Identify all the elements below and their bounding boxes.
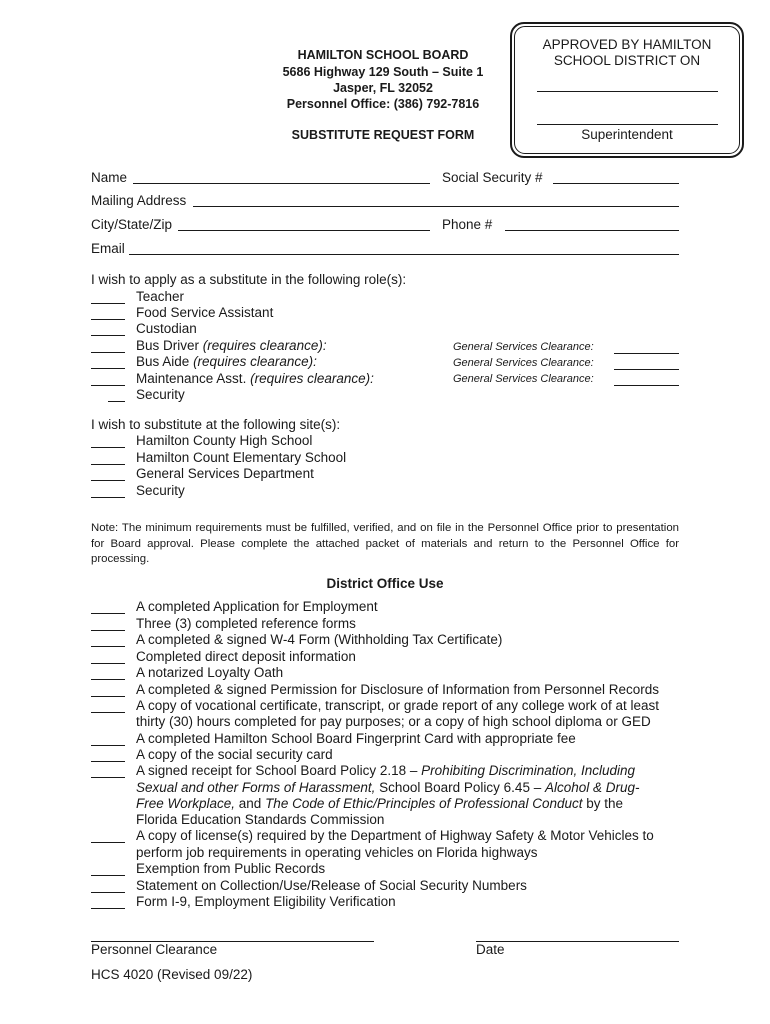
- site-checkbox-line[interactable]: [91, 435, 125, 448]
- date-label: Date: [476, 942, 505, 957]
- role-checkbox-line[interactable]: [91, 291, 125, 304]
- role-label: Teacher: [136, 289, 185, 304]
- role-checkbox-line[interactable]: [108, 389, 125, 402]
- name-field[interactable]: [133, 183, 430, 184]
- date-line[interactable]: [476, 941, 679, 942]
- district-checkbox-line[interactable]: [91, 634, 125, 647]
- role-checkbox-line[interactable]: [91, 323, 125, 336]
- district-item-label: Sexual and other Forms of Harassment, School Board Policy 6.45 – Alcohol & Drug-: [136, 780, 640, 795]
- district-checkbox-line[interactable]: [91, 684, 125, 697]
- city-state-zip-label: City/State/Zip: [91, 217, 173, 232]
- sites-heading: I wish to substitute at the following site(s):: [91, 417, 341, 432]
- district-checkbox-line[interactable]: [91, 601, 125, 614]
- district-item-label: Exemption from Public Records: [136, 861, 326, 876]
- clearance-label-maintenance: General Services Clearance:: [453, 373, 594, 385]
- district-item-label: Three (3) completed reference forms: [136, 616, 356, 631]
- clearance-field-maintenance[interactable]: [614, 385, 679, 386]
- role-label: Security: [136, 387, 185, 402]
- district-item-label: Completed direct deposit information: [136, 649, 356, 664]
- role-checkbox-line[interactable]: [91, 340, 125, 353]
- mailing-address-label: Mailing Address: [91, 193, 187, 208]
- phone-field[interactable]: [505, 230, 679, 231]
- district-item-label: perform job requirements in operating vehicles on Florida highways: [136, 845, 538, 860]
- site-label: General Services Department: [136, 466, 314, 481]
- site-label: Hamilton County High School: [136, 433, 313, 448]
- role-label: Custodian: [136, 321, 197, 336]
- district-item-label: A completed & signed Permission for Disclosure of Information from Personnel Records: [136, 682, 659, 697]
- city-state-zip-field[interactable]: [178, 230, 430, 231]
- approval-date-line[interactable]: [537, 91, 718, 92]
- district-checkbox-line[interactable]: [91, 700, 125, 713]
- superintendent-label: Superintendent: [581, 127, 673, 142]
- email-field[interactable]: [129, 254, 679, 255]
- district-office-heading: District Office Use: [326, 576, 444, 591]
- roles-heading: I wish to apply as a substitute in the following role(s):: [91, 272, 407, 287]
- ssn-label: Social Security #: [442, 170, 543, 185]
- role-label: Maintenance Asst. (requires clearance):: [136, 371, 374, 386]
- address-line-2: Jasper, FL 32052: [333, 81, 433, 95]
- form-title: SUBSTITUTE REQUEST FORM: [291, 128, 475, 142]
- district-checkbox-line[interactable]: [91, 830, 125, 843]
- role-checkbox-line[interactable]: [91, 373, 125, 386]
- role-checkbox-line[interactable]: [91, 356, 125, 369]
- site-checkbox-line[interactable]: [91, 452, 125, 465]
- district-item-label: A completed Hamilton School Board Fingerprint Card with appropriate fee: [136, 731, 576, 746]
- district-item-label: A copy of license(s) required by the Department of Highway Safety & Motor Vehicles to: [136, 828, 654, 843]
- clearance-field-bus-aide[interactable]: [614, 369, 679, 370]
- site-checkbox-line[interactable]: [91, 485, 125, 498]
- clearance-field-bus-driver[interactable]: [614, 353, 679, 354]
- approval-line-2: SCHOOL DISTRICT ON: [553, 53, 701, 68]
- district-checkbox-line[interactable]: [91, 896, 125, 909]
- note-paragraph: Note: The minimum requirements must be fulfilled, verified, and on file in the Personnel Office prior to presentation for Board approval. Please complete the attached packet of materials and return to the Personnel Office for processing.: [91, 522, 679, 565]
- office-phone: Personnel Office: (386) 792-7816: [286, 97, 480, 111]
- district-item-label: A copy of vocational certificate, transcript, or grade report of any college work of at least: [136, 698, 660, 713]
- approval-line-1: APPROVED BY HAMILTON: [542, 37, 712, 52]
- clearance-label-bus-driver: General Services Clearance:: [453, 341, 594, 353]
- district-checkbox-line[interactable]: [91, 667, 125, 680]
- district-checkbox-line[interactable]: [91, 863, 125, 876]
- district-item-label: Statement on Collection/Use/Release of Social Security Numbers: [136, 878, 527, 893]
- district-checkbox-line[interactable]: [91, 880, 125, 893]
- district-checkbox-line[interactable]: [91, 765, 125, 778]
- district-item-label: A signed receipt for School Board Policy 2.18 – Prohibiting Discrimination, Including: [136, 763, 636, 778]
- district-item-label: A completed Application for Employment: [136, 599, 378, 614]
- district-item-label: A completed & signed W-4 Form (Withholding Tax Certificate): [136, 632, 503, 647]
- district-checkbox-line[interactable]: [91, 733, 125, 746]
- mailing-address-field[interactable]: [193, 206, 679, 207]
- district-checkbox-line[interactable]: [91, 651, 125, 664]
- district-item-label: Form I-9, Employment Eligibility Verification: [136, 894, 396, 909]
- site-label: Hamilton Count Elementary School: [136, 450, 347, 465]
- district-item-label: A notarized Loyalty Oath: [136, 665, 284, 680]
- district-item-label: Florida Education Standards Commission: [136, 812, 385, 827]
- name-label: Name: [91, 170, 128, 185]
- superintendent-signature-line[interactable]: [537, 124, 718, 125]
- role-label: Food Service Assistant: [136, 305, 274, 320]
- site-label: Security: [136, 483, 185, 498]
- clearance-label-bus-aide: General Services Clearance:: [453, 357, 594, 369]
- district-checkbox-line[interactable]: [91, 749, 125, 762]
- district-checkbox-line[interactable]: [91, 618, 125, 631]
- role-checkbox-line[interactable]: [91, 307, 125, 320]
- district-item-label: Free Workplace, and The Code of Ethic/Principles of Professional Conduct by the: [136, 796, 624, 811]
- ssn-field[interactable]: [553, 183, 679, 184]
- personnel-clearance-label: Personnel Clearance: [91, 942, 218, 957]
- address-line-1: 5686 Highway 129 South – Suite 1: [282, 65, 484, 79]
- role-label: Bus Aide (requires clearance):: [136, 354, 317, 369]
- form-code: HCS 4020 (Revised 09/22): [91, 967, 253, 982]
- district-item-label: A copy of the social security card: [136, 747, 333, 762]
- org-name: HAMILTON SCHOOL BOARD: [297, 48, 469, 62]
- email-label: Email: [91, 241, 125, 256]
- district-item-label: thirty (30) hours completed for pay purposes; or a copy of high school diploma or GED: [136, 714, 651, 729]
- site-checkbox-line[interactable]: [91, 468, 125, 481]
- role-label: Bus Driver (requires clearance):: [136, 338, 327, 353]
- phone-label: Phone #: [442, 217, 493, 232]
